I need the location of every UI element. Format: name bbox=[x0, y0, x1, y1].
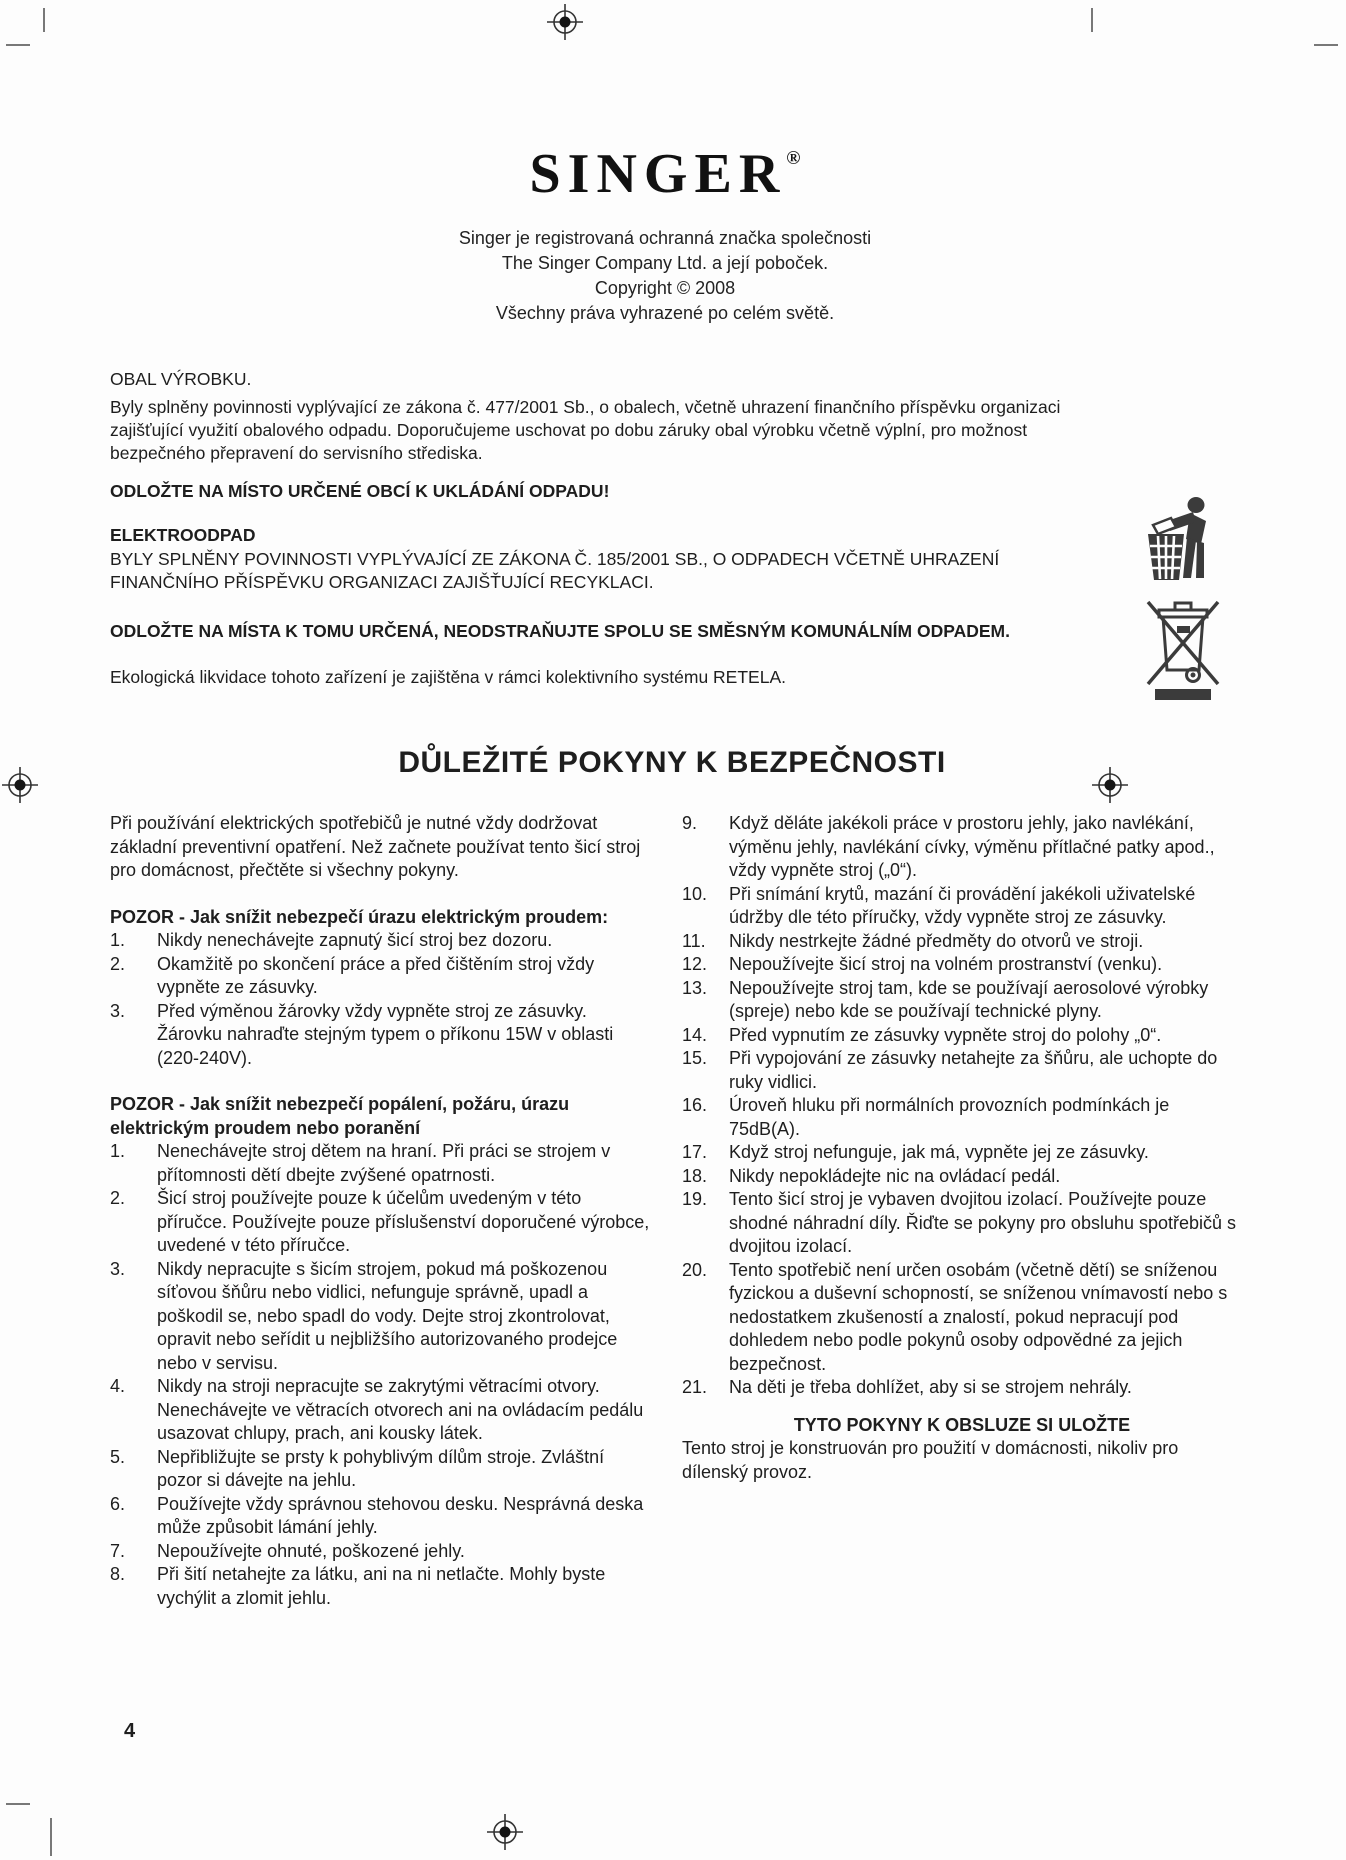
item-number: 21. bbox=[682, 1377, 708, 1397]
ewaste-section-title: ELEKTROODPAD bbox=[110, 525, 256, 545]
item-number: 5. bbox=[110, 1446, 126, 1467]
safety-item-15 bbox=[682, 1047, 1242, 1094]
safety-item-11 bbox=[682, 930, 1242, 954]
safety-item-w2-7 bbox=[110, 1540, 650, 1564]
item-number: 6. bbox=[110, 1493, 126, 1514]
packaging-body-line: zajišťující využití obalového odpadu. Doporučujeme uschovat po dobu záruky obal výrobku včetně výplní, pro možnost bbox=[110, 420, 1028, 440]
item-number: 3. bbox=[110, 1000, 126, 1021]
item-number: 3. bbox=[110, 1258, 126, 1279]
crop-mark-bottom-left-vertical bbox=[50, 1818, 52, 1856]
registration-target-icon-top bbox=[547, 4, 583, 40]
safety-item-12 bbox=[682, 953, 1242, 977]
safety-item-9 bbox=[682, 812, 1242, 883]
item-text: Před vypnutím ze zásuvky vypněte stroj do polohy „0“. bbox=[729, 1024, 1162, 1045]
safety-item-13 bbox=[682, 977, 1242, 1024]
safety-item-16 bbox=[682, 1094, 1242, 1141]
packaging-body-line: bezpečného přepravení do servisního střediska. bbox=[110, 443, 483, 463]
page-number: 4 bbox=[124, 1720, 136, 1742]
item-number: 14. bbox=[682, 1024, 708, 1045]
item-number: 13. bbox=[682, 977, 708, 998]
item-number: 1. bbox=[110, 1141, 126, 1161]
item-text: Nepoužívejte šicí stroj na volném prostranství (venku). bbox=[729, 954, 1163, 974]
safety-item-w2-4 bbox=[110, 1375, 650, 1446]
safety-item-w2-6 bbox=[110, 1493, 650, 1540]
crop-mark-top-left-vertical bbox=[43, 8, 45, 32]
item-text: Když stroj nefunguje, jak má, vypněte jej ze zásuvky. bbox=[729, 1142, 1149, 1162]
safety-item-w2-1 bbox=[110, 1140, 650, 1187]
ewaste-section-body bbox=[110, 548, 1150, 594]
safety-item-21 bbox=[682, 1376, 1242, 1400]
item-text: Na děti je třeba dohlížet, aby si se strojem nehrály. bbox=[729, 1377, 1132, 1397]
item-text: Nikdy nepracujte s šicím strojem, pokud má poškozenou síťovou šňůru nebo vidlici, nefunguje správně, upadl a poškodil se, nebo spadl do vody. Dejte stroj zkontrolovat, opravit nebo seřídit u nejbližšího autorizovaného prodejce nebo v servisu. bbox=[157, 1258, 618, 1373]
item-text: Šicí stroj používejte pouze k účelům uvedeným v této příručce. Používejte pouze příslušenství doporučené výrobce, uvedené v této příručce. bbox=[157, 1188, 650, 1255]
safety-item-17 bbox=[682, 1141, 1242, 1165]
item-text: Když děláte jakékoli práce v prostoru jehly, jako navlékání, výměnu jehly, navlékání cívky, výměnu přítlačné patky apod., vždy vypněte stroj („0“). bbox=[729, 813, 1215, 880]
trademark-block bbox=[0, 226, 1330, 326]
trademark-line-1: Singer je registrovaná ochranná značka společnosti bbox=[458, 228, 872, 248]
warning1-heading: POZOR - Jak snížit nebezpečí úrazu elektrickým proudem: bbox=[110, 906, 609, 927]
safety-item-1 bbox=[110, 929, 650, 953]
item-text: Při vypojování ze zásuvky netahejte za šňůru, ale uchopte do ruky vidlici. bbox=[729, 1048, 1218, 1092]
item-text: Tento šicí stroj je vybaven dvojitou izolací. Používejte pouze shodné náhradní díly. Řiďte se pokyny pro obsluhu spotřebičů s dvojitou izolací. bbox=[729, 1189, 1237, 1256]
crop-mark-top-right-horizontal bbox=[1314, 44, 1338, 46]
registration-target-icon-left bbox=[2, 767, 38, 803]
item-number: 19. bbox=[682, 1189, 708, 1209]
save-instructions-note: Tento stroj je konstruován pro použití v domácnosti, nikoliv pro dílenský provoz. bbox=[682, 1438, 1179, 1482]
item-text: Nikdy nestrkejte žádné předměty do otvorů ve stroji. bbox=[729, 930, 1144, 951]
item-number: 20. bbox=[682, 1259, 708, 1280]
copyright-line: Copyright © 2008 bbox=[594, 278, 736, 298]
safety-title: DŮLEŽITÉ POKYNY K BEZPEČNOSTI bbox=[398, 746, 946, 779]
safety-item-w2-8 bbox=[110, 1563, 650, 1610]
safety-intro: Při používání elektrických spotřebičů je nutné vždy dodržovat základní preventivní opatření. Než začnete používat tento šicí stroj pro domácnost, přečtěte si všechny pokyny. bbox=[110, 813, 641, 880]
item-text: Nepoužívejte stroj tam, kde se používají aerosolové výrobky (spreje) nebo kde se používají technické plyny. bbox=[729, 977, 1209, 1021]
packaging-body-line: Byly splněny povinnosti vyplývající ze zákona č. 477/2001 Sb., o obalech, včetně uhrazení finančního příspěvku organizaci bbox=[110, 397, 1061, 417]
item-text: Nepoužívejte ohnuté, poškozené jehly. bbox=[157, 1540, 465, 1561]
packaging-dispose-heading: ODLOŽTE NA MÍSTO URČENÉ OBCÍ K UKLÁDÁNÍ ODPADU! bbox=[110, 481, 610, 501]
item-text: Nikdy na stroji nepracujte se zakrytými větracími otvory. Nenechávejte ve větracích otvorech ani na ovládacím pedálu usazovat chlupy, prach, ani kousky látek. bbox=[157, 1376, 644, 1443]
item-text: Nikdy nepokládejte nic na ovládací pedál. bbox=[729, 1165, 1061, 1186]
safety-item-w2-3 bbox=[110, 1258, 650, 1376]
item-text: Při snímání krytů, mazání či provádění jakékoli uživatelské údržby dle této příručky, vždy vypněte stroj ze zásuvky. bbox=[729, 883, 1196, 927]
item-text: Používejte vždy správnou stehovou desku. Nesprávná deska může způsobit lámání jehly. bbox=[157, 1493, 644, 1537]
item-text: Před výměnou žárovky vždy vypněte stroj ze zásuvky. Žárovku nahraďte stejným typem o příkonu 15W v oblasti (220-240V). bbox=[157, 1000, 614, 1068]
save-instructions-heading: TYTO POKYNY K OBSLUZE SI ULOŽTE bbox=[793, 1414, 1131, 1435]
item-text: Při šití netahejte za látku, ani na ni netlačte. Mohly byste vychýlit a zlomit jehlu. bbox=[157, 1564, 606, 1608]
item-number: 7. bbox=[110, 1540, 126, 1561]
item-number: 18. bbox=[682, 1165, 708, 1186]
item-text: Úroveň hluku při normálních provozních podmínkách je 75dB(A). bbox=[729, 1095, 1170, 1139]
safety-item-3 bbox=[110, 1000, 650, 1071]
item-text: Okamžitě po skončení práce a před čištěním stroj vždy vypněte ze zásuvky. bbox=[157, 953, 595, 997]
safety-item-19 bbox=[682, 1188, 1242, 1259]
item-text: Nikdy nenechávejte zapnutý šicí stroj bez dozoru. bbox=[157, 930, 553, 950]
registration-target-icon-bottom bbox=[487, 1814, 523, 1850]
safety-item-14 bbox=[682, 1024, 1242, 1048]
rights-line: Všechny práva vyhrazené po celém světě. bbox=[495, 303, 835, 323]
item-text: Nepřibližujte se prsty k pohyblivým dílům stroje. Zvláštní pozor si dávejte na jehlu. bbox=[157, 1446, 605, 1490]
item-number: 2. bbox=[110, 1188, 126, 1208]
item-number: 2. bbox=[110, 953, 126, 974]
crop-mark-top-right-vertical bbox=[1091, 8, 1093, 32]
singer-logo bbox=[0, 143, 1330, 205]
item-number: 1. bbox=[110, 930, 126, 950]
safety-item-20 bbox=[682, 1259, 1242, 1377]
safety-column-right bbox=[682, 812, 1242, 1484]
warning2-heading: POZOR - Jak snížit nebezpečí popálení, požáru, úrazu elektrickým proudem nebo poranění bbox=[110, 1094, 570, 1138]
safety-item-w2-2 bbox=[110, 1187, 650, 1258]
item-number: 11. bbox=[682, 930, 706, 951]
logo-block bbox=[0, 143, 1330, 205]
safety-item-w2-5 bbox=[110, 1446, 650, 1493]
safety-item-18 bbox=[682, 1165, 1242, 1189]
crop-mark-bottom-left-horizontal bbox=[6, 1803, 30, 1805]
item-number: 10. bbox=[682, 883, 708, 904]
item-number: 9. bbox=[682, 813, 698, 833]
singer-logo-text: SINGER bbox=[529, 143, 787, 205]
item-number: 17. bbox=[682, 1142, 708, 1162]
item-text: Tento spotřebič není určen osobám (včetně dětí) se sníženou fyzickou a duševní schopností, se sníženou vnímavostí nebo s nedostatkem zkušeností a znalostí, pokud nepracují pod dohledem nebo podle pokynů osoby odpovědné za jejich bezpečnost. bbox=[729, 1259, 1228, 1374]
trademark-line-2: The Singer Company Ltd. a její poboček. bbox=[501, 253, 829, 273]
crop-mark-top-left-horizontal bbox=[6, 44, 30, 46]
safety-item-10 bbox=[682, 883, 1242, 930]
packaging-section-body bbox=[110, 396, 1240, 465]
ewaste-body-line: BYLY SPLNĚNY POVINNOSTI VYPLÝVAJÍCÍ ZE ZÁKONA Č. 185/2001 SB., O ODPADECH VČETNĚ UHRAZENÍ bbox=[110, 549, 1000, 569]
item-number: 12. bbox=[682, 954, 708, 974]
ewaste-dispose-heading: ODLOŽTE NA MÍSTA K TOMU URČENÁ, NEODSTRAŇUJTE SPOLU SE SMĚSNÝM KOMUNÁLNÍM ODPADEM. bbox=[110, 621, 1010, 641]
weee-crossed-wheelie-bin-icon bbox=[1146, 596, 1220, 700]
packaging-section-title: OBAL VÝROBKU. bbox=[110, 369, 252, 389]
item-number: 4. bbox=[110, 1376, 126, 1396]
eco-note: Ekologická likvidace tohoto zařízení je zajištěna v rámci kolektivního systému RETELA. bbox=[110, 667, 786, 687]
registered-trademark-icon: ® bbox=[786, 148, 801, 169]
item-number: 8. bbox=[110, 1564, 126, 1584]
ewaste-body-line: FINANČNÍHO PŘÍSPĚVKU ORGANIZACI ZAJIŠŤUJÍCÍ RECYKLACI. bbox=[110, 572, 654, 592]
item-text: Nenechávejte stroj dětem na hraní. Při práci se strojem v přítomnosti dětí dbejte zvýšené opatrnosti. bbox=[157, 1141, 611, 1185]
item-number: 15. bbox=[682, 1048, 708, 1068]
tidyman-litter-disposal-icon bbox=[1146, 496, 1220, 582]
item-number: 16. bbox=[682, 1095, 708, 1115]
safety-item-2 bbox=[110, 953, 650, 1000]
safety-column-left bbox=[110, 812, 650, 1610]
